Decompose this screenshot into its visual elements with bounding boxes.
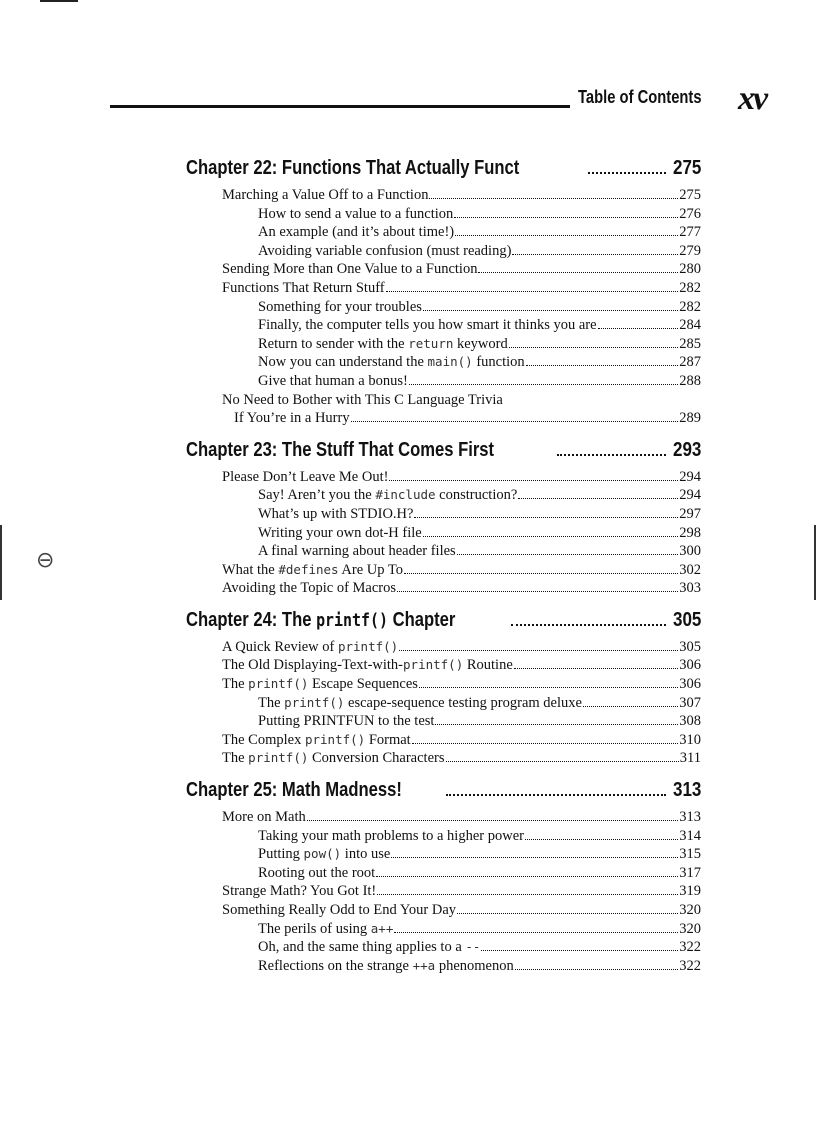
dot-leader — [404, 573, 678, 574]
dot-leader — [526, 365, 679, 366]
toc-entry[interactable] — [186, 506, 701, 525]
entry-title — [222, 657, 513, 674]
toc-entry[interactable] — [186, 487, 701, 506]
chapter-block — [186, 439, 701, 599]
dot-leader — [509, 347, 679, 348]
toc-entry[interactable] — [186, 336, 701, 355]
entry-page: 317 — [679, 864, 701, 881]
entry-title — [222, 676, 418, 693]
dot-leader — [351, 421, 679, 422]
entry-code: printf() — [284, 694, 345, 710]
toc-entry[interactable] — [186, 469, 701, 488]
chapter-heading[interactable] — [186, 157, 701, 187]
entry-text: What the — [222, 561, 279, 578]
toc-entry[interactable] — [186, 809, 701, 828]
chapter-block — [186, 779, 701, 976]
entry-code: printf() — [403, 657, 464, 673]
entry-page: 289 — [679, 410, 701, 427]
entry-text: Something for your troubles — [258, 298, 422, 315]
entry-page: 284 — [679, 317, 701, 334]
entry-page: 287 — [679, 354, 701, 371]
dot-leader — [598, 328, 679, 329]
toc-entry[interactable] — [186, 676, 701, 695]
chapter-title-text-end: Chapter — [388, 608, 456, 631]
entry-page: 310 — [679, 731, 701, 748]
left-crop-mark — [0, 525, 2, 600]
toc-entry[interactable] — [186, 280, 701, 299]
toc-entry[interactable] — [186, 939, 701, 958]
entry-code: printf() — [248, 676, 309, 692]
toc-entry[interactable] — [186, 224, 701, 243]
entry-text: Now you can understand the — [258, 354, 428, 371]
entry-text: Something Really Odd to End Your Day — [222, 902, 457, 918]
entry-text: Return to sender with the — [258, 335, 409, 352]
chapter-title-text: Chapter 23: The Stuff That Comes First — [186, 438, 495, 461]
entry-page: 300 — [679, 543, 701, 560]
entry-title — [258, 958, 514, 975]
entry-text-end: escape-sequence testing program deluxe — [344, 694, 582, 711]
entry-text: If You’re in a Hurry — [234, 410, 350, 427]
entry-page: 322 — [679, 957, 701, 974]
entry-text: The — [222, 676, 249, 693]
toc-entry[interactable] — [186, 299, 701, 318]
entry-page: 308 — [679, 713, 701, 730]
entry-title — [258, 299, 422, 316]
entry-text: Avoiding the Topic of Macros — [222, 580, 397, 597]
entry-page: 282 — [679, 298, 701, 315]
dot-leader — [386, 291, 679, 292]
table-of-contents — [186, 147, 701, 976]
entry-page: 277 — [679, 224, 701, 241]
entry-page: 294 — [679, 487, 701, 504]
header-rule — [110, 105, 570, 108]
entry-page: 297 — [679, 505, 701, 522]
entry-text: Say! Aren’t you the — [258, 487, 376, 504]
entry-text: Oh, and the same thing applies to a — [258, 939, 466, 956]
entry-code: #defines — [278, 561, 339, 577]
entry-text-end: Conversion Characters — [308, 750, 445, 767]
entry-text: Give that human a bonus! — [258, 372, 408, 389]
toc-entry[interactable] — [186, 732, 701, 751]
entry-page: 276 — [679, 205, 701, 222]
dot-leader — [376, 876, 678, 877]
entry-title — [258, 506, 413, 523]
entry-text: More on Math — [222, 809, 306, 826]
entry-text: Functions That Return Stuff — [222, 279, 385, 296]
toc-entry[interactable] — [186, 317, 701, 336]
chapter-title — [186, 439, 494, 462]
toc-entry[interactable] — [186, 261, 701, 280]
entry-title — [258, 317, 597, 334]
dot-leader — [429, 198, 678, 199]
dot-leader — [397, 591, 678, 592]
dot-leader — [518, 498, 678, 499]
toc-entry[interactable] — [186, 750, 701, 769]
toc-entry[interactable] — [186, 657, 701, 676]
toc-entry[interactable] — [186, 562, 701, 581]
entry-title — [258, 525, 422, 542]
entry-title — [258, 336, 508, 353]
entry-page: 306 — [679, 676, 701, 693]
toc-entry[interactable] — [186, 373, 701, 392]
entry-title — [222, 562, 403, 579]
toc-entry[interactable] — [186, 883, 701, 902]
entry-page: 280 — [679, 261, 701, 278]
entry-title — [258, 373, 408, 390]
entry-text: The Complex — [222, 731, 305, 748]
entry-page: 303 — [679, 580, 701, 597]
chapter-title — [186, 609, 455, 632]
entry-page: 307 — [679, 694, 701, 711]
entry-text: The Old Displaying-Text-with- — [222, 657, 404, 674]
entry-page: 302 — [679, 561, 701, 578]
entry-title — [222, 750, 445, 767]
entry-title — [222, 883, 376, 900]
dot-leader — [478, 272, 678, 273]
dot-leader — [457, 554, 679, 555]
entry-code: main() — [427, 354, 473, 370]
entry-code: a++ — [370, 920, 394, 936]
entry-title — [234, 410, 350, 427]
toc-entry[interactable] — [186, 639, 701, 658]
entry-title — [258, 695, 582, 712]
chapter-block — [186, 157, 701, 429]
entry-code: pow() — [303, 846, 342, 862]
toc-entry[interactable] — [186, 695, 701, 714]
entry-text: Finally, the computer tells you how smart it thinks you are — [258, 317, 597, 334]
toc-entry[interactable] — [186, 543, 701, 562]
entry-title — [258, 354, 525, 371]
dot-leader — [455, 235, 678, 236]
entry-page: 288 — [679, 372, 701, 389]
entry-text: An example (and it’s about time!) — [258, 224, 455, 241]
entry-title — [258, 939, 480, 956]
dot-leader — [515, 969, 679, 970]
chapter-title-text: Chapter 22: Functions That Actually Funct — [186, 157, 520, 179]
entry-text-end: Format — [365, 731, 411, 748]
entry-text: The perils of using — [258, 920, 371, 937]
entry-title — [222, 261, 477, 278]
dot-leader — [512, 254, 678, 255]
entry-text-end: into use — [341, 846, 391, 863]
entry-code: -- — [465, 939, 481, 955]
toc-entry[interactable] — [186, 392, 701, 411]
entry-title — [258, 921, 393, 938]
entry-page: 315 — [679, 846, 701, 863]
entry-title — [258, 206, 453, 223]
toc-entry[interactable] — [186, 410, 701, 429]
entry-title — [222, 580, 396, 597]
entry-text: No Need to Bother with This C Language Trivia — [222, 391, 503, 408]
entry-title — [258, 713, 434, 730]
entry-page: 298 — [679, 524, 701, 541]
chapter-page: 305 — [672, 608, 701, 631]
entry-title — [222, 392, 503, 409]
page-number: xv — [738, 80, 767, 117]
entry-page: 306 — [679, 657, 701, 674]
toc-entry[interactable] — [186, 354, 701, 373]
entry-page: 282 — [679, 279, 701, 296]
entry-text: Reflections on the strange — [258, 957, 413, 974]
entry-code: #include — [375, 487, 436, 503]
toc-entry[interactable] — [186, 187, 701, 206]
entry-page: 313 — [679, 809, 701, 826]
entry-page: 319 — [679, 883, 701, 900]
dot-leader — [588, 172, 666, 174]
entry-page: 285 — [679, 335, 701, 352]
entry-text: How to send a value to a function — [258, 205, 454, 222]
chapter-page: 275 — [672, 157, 701, 179]
chapter-heading[interactable] — [186, 609, 701, 639]
entry-page: 275 — [679, 187, 701, 203]
entry-title — [258, 828, 524, 845]
entry-text: Marching a Value Off to a Function — [222, 187, 429, 203]
toc-entry[interactable] — [186, 206, 701, 225]
dot-leader — [423, 536, 679, 537]
entry-title — [258, 243, 511, 260]
entry-text: Writing your own dot-H file — [258, 524, 422, 541]
entry-code: printf() — [248, 750, 309, 766]
entry-page: 320 — [679, 902, 701, 918]
running-header-title: Table of Contents — [578, 87, 702, 107]
entry-text: Please Don’t Leave Me Out! — [222, 468, 389, 485]
registration-mark-icon: ⊖ — [36, 548, 55, 573]
entry-title — [222, 639, 398, 656]
entry-page: 305 — [679, 638, 701, 655]
dot-leader — [419, 687, 678, 688]
chapter-block — [186, 609, 701, 769]
chapter-title-code: printf() — [316, 609, 389, 631]
entry-text: The — [258, 694, 285, 711]
chapter-title — [186, 779, 402, 802]
dot-leader — [399, 650, 678, 651]
entry-text: Putting — [258, 846, 304, 863]
dot-leader — [412, 743, 679, 744]
toc-entry[interactable] — [186, 243, 701, 262]
toc-entry[interactable] — [186, 846, 701, 865]
chapter-title-text: Chapter 25: Math Madness! — [186, 779, 402, 802]
entry-title — [222, 732, 411, 749]
chapter-heading[interactable] — [186, 779, 701, 809]
chapter-title — [186, 157, 519, 180]
entry-title — [222, 280, 385, 297]
dot-leader — [514, 668, 678, 669]
entry-text: Strange Math? You Got It! — [222, 883, 377, 900]
dot-leader — [457, 913, 678, 914]
entry-page: 320 — [679, 920, 701, 937]
entry-text-end: Are Up To — [338, 561, 403, 578]
entry-text: Taking your math problems to a higher power — [258, 827, 524, 844]
chapter-page: 293 — [672, 438, 701, 461]
entry-title — [258, 846, 390, 863]
entry-title — [222, 469, 388, 486]
entry-text: Rooting out the root — [258, 864, 376, 881]
toc-entry[interactable] — [186, 713, 701, 732]
dot-leader — [446, 761, 679, 762]
entry-title — [222, 809, 306, 826]
dot-leader — [307, 820, 678, 821]
entry-page: 322 — [679, 939, 701, 956]
toc-entry[interactable] — [186, 958, 701, 977]
entry-text: Avoiding variable confusion (must reading) — [258, 242, 512, 259]
dot-leader — [557, 454, 665, 456]
entry-code: return — [408, 335, 454, 351]
dot-leader — [525, 839, 678, 840]
toc-entry[interactable] — [186, 580, 701, 599]
entry-text: The — [222, 750, 249, 767]
entry-title — [258, 865, 375, 882]
toc-entry[interactable] — [186, 902, 701, 921]
chapter-title-text: Chapter 24: The — [186, 608, 317, 631]
entry-code: ++a — [412, 957, 436, 973]
entry-code: printf() — [337, 638, 399, 654]
toc-entry[interactable] — [186, 525, 701, 544]
entry-text: Sending More than One Value to a Function — [222, 261, 478, 278]
dot-leader — [394, 932, 678, 933]
entry-page: 311 — [679, 750, 701, 767]
entry-text-end: Escape Sequences — [308, 676, 418, 693]
entry-title — [258, 487, 517, 504]
toc-entry[interactable] — [186, 921, 701, 940]
entry-text-end: construction? — [435, 487, 518, 504]
top-crop-line — [40, 0, 78, 2]
entry-title — [222, 187, 428, 204]
entry-text: Putting PRINTFUN to the test — [258, 713, 435, 730]
entry-page: 279 — [679, 242, 701, 259]
entry-text-end: keyword — [453, 335, 508, 352]
dot-leader — [481, 950, 678, 951]
entry-text: What’s up with STDIO.H? — [258, 505, 414, 522]
dot-leader — [389, 480, 678, 481]
entry-text-end: function — [472, 354, 525, 371]
dot-leader — [377, 894, 678, 895]
entry-code: printf() — [304, 731, 366, 747]
dot-leader — [446, 794, 666, 796]
dot-leader — [454, 217, 678, 218]
dot-leader — [391, 857, 678, 858]
chapter-page: 313 — [672, 779, 701, 802]
dot-leader — [511, 624, 666, 626]
dot-leader — [423, 310, 678, 311]
entry-title — [258, 543, 456, 560]
entry-page: 294 — [679, 468, 701, 485]
dot-leader — [409, 384, 678, 385]
entry-text-end: Routine — [463, 657, 513, 674]
chapter-heading[interactable] — [186, 439, 701, 469]
entry-title — [222, 902, 456, 919]
toc-entry[interactable] — [186, 865, 701, 884]
entry-title — [258, 224, 454, 241]
toc-entry[interactable] — [186, 828, 701, 847]
entry-text: A final warning about header files — [258, 543, 456, 560]
entry-page: 314 — [679, 827, 701, 844]
entry-text: A Quick Review of — [222, 638, 338, 655]
entry-text-end: phenomenon — [435, 957, 514, 974]
dot-leader — [435, 724, 678, 725]
dot-leader — [583, 706, 678, 707]
dot-leader — [414, 517, 678, 518]
